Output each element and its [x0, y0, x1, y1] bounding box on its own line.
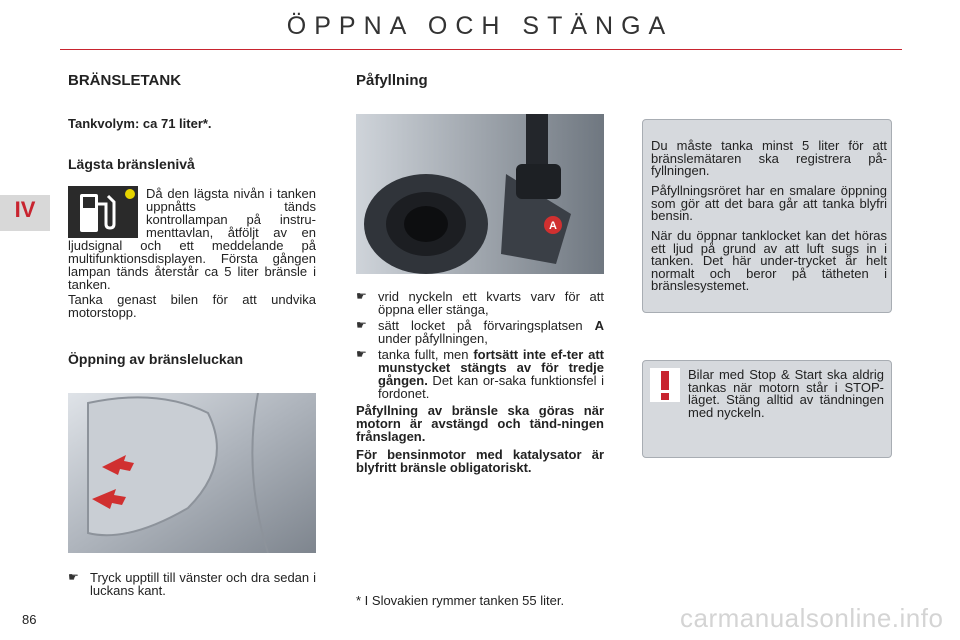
list-item: ☛ Tryck upptill till vänster och dra sedan i luckans kant.: [68, 570, 316, 598]
refuel-steps: [356, 290, 604, 403]
arrow-bullet-icon: ☛: [356, 318, 367, 332]
info-paragraph: Påfyllningsröret har en smalare öppning som gör att det bara går att tanka blyfri bensin.: [651, 183, 887, 223]
info-box: [642, 119, 892, 313]
page-title: ÖPPNA OCH STÄNGA: [286, 12, 674, 40]
exclamation-icon: [650, 368, 680, 402]
low-level-heading: Lägsta bränslenivå: [68, 156, 195, 172]
chapter-label: IV: [14, 197, 36, 222]
refuel-engine-off-note: Påfyllning av bränsle ska göras när motorn är avstängd och tänd-ningen frånslagen.: [356, 403, 604, 444]
page-number: 86: [22, 612, 37, 627]
refuel-heading: Påfyllning: [356, 72, 428, 89]
low-level-text: [68, 187, 316, 291]
warning-text: Bilar med Stop & Start ska aldrig tankas när motorn står i STOP-läget. Stäng alltid av tändningen med nyckeln.: [688, 367, 884, 420]
arrow-bullet-icon: ☛: [356, 289, 367, 303]
list-item: ☛ vrid nyckeln ett kvarts varv för att öppna eller stänga,: [356, 289, 604, 317]
low-level-advice: Tanka genast bilen för att undvika motorstopp.: [68, 292, 316, 320]
low-level-paragraph: Då den lägsta nivån i tanken uppnåtts tänds kontrollampan på instru-menttavlan, åtföljt av en ljudsignal och ett meddelande på multifunktionsdisplayen. Första gången lampan tänds återstår ca 5 liter bränsle i tanken.: [68, 186, 316, 292]
fuel-flap-heading: Öppning av bränsleluckan: [68, 351, 244, 367]
list-item: ☛ sätt locket på förvaringsplatsen A under påfyllningen,: [356, 318, 604, 346]
fuel-flap-steps: [68, 571, 316, 600]
list-item: ☛ tanka fullt, men fortsätt inte ef-ter att munstycket stängts av för tredje gången. Det kan or-saka funktionsfel i fordonet.: [356, 347, 604, 401]
arrow-bullet-icon: ☛: [356, 347, 367, 361]
title-rule: [60, 49, 902, 50]
unleaded-note: För bensinmotor med katalysator är blyfritt bränsle obligatoriskt.: [356, 447, 604, 475]
watermark: carmanualsonline.info: [680, 603, 944, 633]
section-heading-fuel-tank: BRÄNSLETANK: [68, 72, 182, 89]
arrow-bullet-icon: ☛: [68, 570, 79, 584]
refuel-photo: [356, 114, 604, 274]
tank-capacity: Tankvolym: ca 71 liter*.: [68, 116, 212, 131]
fuel-flap-photo: [68, 393, 316, 553]
info-paragraph: När du öppnar tanklocket kan det höras ett ljud på grund av att luft sugs in i tanken. Det här under-trycket är helt normalt och beror på tätheten i bränslesystemet.: [651, 228, 887, 293]
footnote: * I Slovakien rymmer tanken 55 liter.: [356, 593, 565, 608]
info-paragraph: Du måste tanka minst 5 liter för att bränslemätaren ska registrera på-fyllningen.: [651, 138, 887, 178]
photo-label-a: A: [549, 220, 557, 232]
warning-box: [642, 360, 892, 458]
